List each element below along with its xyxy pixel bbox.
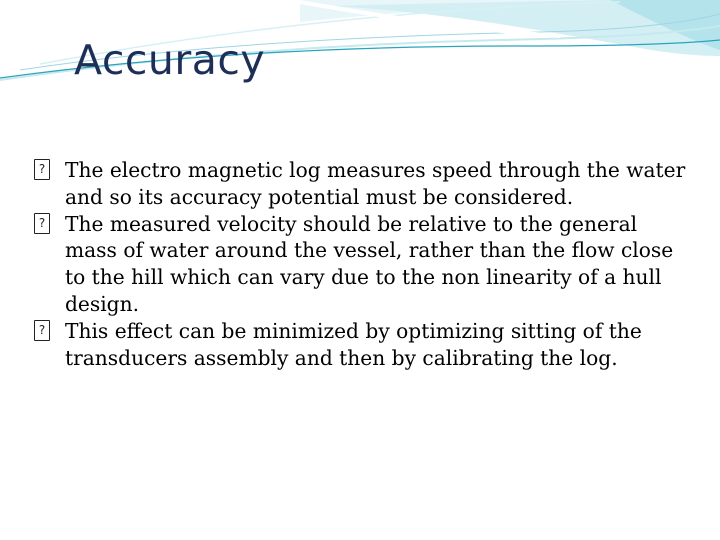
bullet-text: The electro magnetic log measures speed through the water and so its accuracy potential must be considered.: [65, 158, 686, 209]
missing-glyph-icon: ?: [34, 213, 50, 234]
bullet-item: [34, 157, 694, 211]
missing-glyph-icon: ?: [34, 320, 50, 341]
bullet-list: [34, 157, 694, 371]
bullet-text: The measured velocity should be relative to the general mass of water around the vessel, rather than the flow close to the hill which can vary due to the non linearity of a hull design.: [65, 211, 674, 316]
bullet-item: [34, 211, 694, 318]
missing-glyph-icon: ?: [34, 159, 50, 180]
bullet-text: This effect can be minimized by optimizing sitting of the transducers assembly and then by calibrating the log.: [65, 318, 642, 370]
slide-title: Accuracy: [74, 36, 266, 84]
bullet-item: [34, 318, 694, 372]
